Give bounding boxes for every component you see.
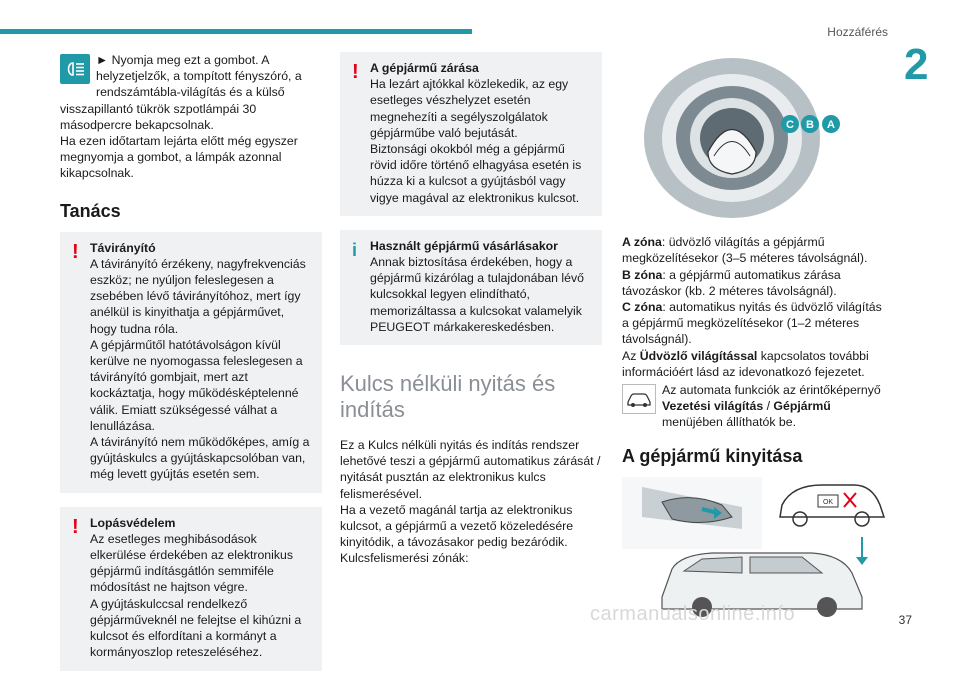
note-body: Ha lezárt ajtókkal közlekedik, az egy esetleges vészhelyzet esetén megnehezíti a segélyszolgálatok gépjárműbe való bejutását. Biztonsági okokból még a gépjármű rövid időre történő elhagyása esetén is húzza ki a kulcsot a gyújtásból vagy vigye magával az elektronikus kulcsot. — [370, 77, 582, 205]
warning-icon: ! — [72, 240, 79, 263]
header-accent-bar — [0, 29, 472, 34]
section-title: Hozzáférés — [827, 25, 888, 39]
note-used-vehicle — [340, 230, 602, 345]
zone-b-marker-label: B — [806, 119, 814, 131]
note-title: Távirányító — [90, 240, 156, 255]
headlight-button-icon — [60, 54, 90, 84]
page-number: 37 — [898, 613, 912, 627]
zone-c-description: C zóna: automatikus nyitás és üdvözlő világítás a gépjármű megközelítésekor (1–2 méteres távolságnál). — [622, 300, 882, 347]
column-2 — [340, 52, 602, 567]
watermark: carmanualsonline.info — [590, 603, 796, 625]
zone-a-description: A zóna: üdvözlő világítás a gépjármű megközelítésekor (3–5 méteres távolságnál). — [622, 235, 868, 266]
car-lock-status-illustration — [780, 485, 884, 526]
note-title: Lopásvédelem — [90, 515, 176, 530]
note-remote-control — [60, 232, 322, 493]
lighting-para-2: Ha ezen időtartam lejárta előtt még egyszer megnyomja a gombot, a lámpák azonnal kikapcsolnak. — [60, 134, 298, 181]
note-title: A gépjármű zárása — [370, 61, 479, 75]
keyless-para-2: Ha a vezető magánál tartja az elektronikus kulcsot, a gépjármű a vezető közeledésére kinyitódik, a távozásakor pedig bezáródik. — [340, 502, 574, 550]
info-icon: i — [352, 239, 358, 260]
ok-label: OK — [822, 498, 834, 506]
key-detection-zones-illustration — [622, 52, 890, 222]
zone-b-description: B zóna: a gépjármű automatikus zárása távozáskor (kb. 2 méteres távolságnál). — [622, 267, 841, 298]
zone-c-marker-label: C — [786, 119, 794, 131]
welcome-lighting-ref: Az Üdvözlő világítással kapcsolatos további információért lásd az idevonatkozó fejezetet. — [622, 348, 869, 379]
settings-note — [622, 382, 890, 431]
note-vehicle-locking — [340, 52, 602, 216]
lighting-instruction — [60, 52, 322, 182]
warning-icon: ! — [72, 515, 79, 538]
keyless-para-1: Ez a Kulcs nélküli nyitás és indítás rendszer lehetővé teszi a gépjármű automatikus zárását / nyitását pusztán az elektronikus kulcs felismerésével. — [340, 438, 601, 501]
note-body: Az esetleges meghibásodások elkerülése érdekében az elektronikus gépjármű indításgátlón semmiféle módosítást ne hajtson végre. A gyújtáskulccsal rendelkező gépjárműveknél ne felejtse el kihúzni a kulcsot és elfordítani a kormányt a kormányoszlop reteszeléséhez. — [90, 531, 302, 660]
zone-a-marker-label: A — [827, 119, 835, 131]
unlocking-illustrations — [622, 477, 890, 617]
keyless-heading: Kulcs nélküli nyitás és indítás — [340, 371, 556, 423]
note-body: A távirányító érzékeny, nagyfrekvenciás eszköz; ne nyúljon feleslegesen a zsebében lévő távirányítóhoz, mert így anélkül is kinyithatja a gépjárművet, hogy tudna róla. A gépjárműtől hatótávolságon kívül kerülve ne nyomogassa feleslegesen a távirányító gombjait, mert azt kockáztatja, hogy működésképtelenné válik. Emiatt szükségessé válhat a lenullázása. A távirányító nem működőképes, amíg a gyújtáskulcs a gyújtáskapcsolóban van, még levett gyújtás esetén sem. — [90, 256, 310, 482]
door-handle-illustration — [622, 477, 762, 549]
keyless-para-3: Kulcsfelismerési zónák: — [340, 551, 469, 566]
warning-icon: ! — [352, 61, 359, 83]
vehicle-settings-icon — [622, 384, 656, 414]
advice-heading: Tanács — [60, 200, 121, 221]
note-body: Annak biztosítása érdekében, hogy a gépjármű kizárólag a tulajdonában lévő kulcsokkal legyen elindítható, memorizáltassa a kulcsokat valamelyik PEUGEOT márkakereskedésben. — [370, 255, 584, 334]
unlocking-heading: A gépjármű kinyitása — [622, 445, 803, 466]
note-title: Használt gépjármű vásárlásakor — [370, 238, 558, 253]
column-1 — [60, 52, 322, 685]
chapter-number: 2 — [904, 40, 929, 89]
note-theft-protection — [60, 507, 322, 671]
lighting-para-1: ► Nyomja meg ezt a gombot. A helyzetjelzők, a tompított fényszóró, a rendszámtábla-világítás és a külső visszapillantó tükrök szpotlámpái 30 másodpercre bekapcsolnak. — [60, 53, 302, 132]
column-3 — [622, 52, 890, 617]
settings-text: Az automata funkciók az érintőképernyő Vezetési világítás / Gépjármű menüjében állíthatók be. — [662, 383, 881, 430]
